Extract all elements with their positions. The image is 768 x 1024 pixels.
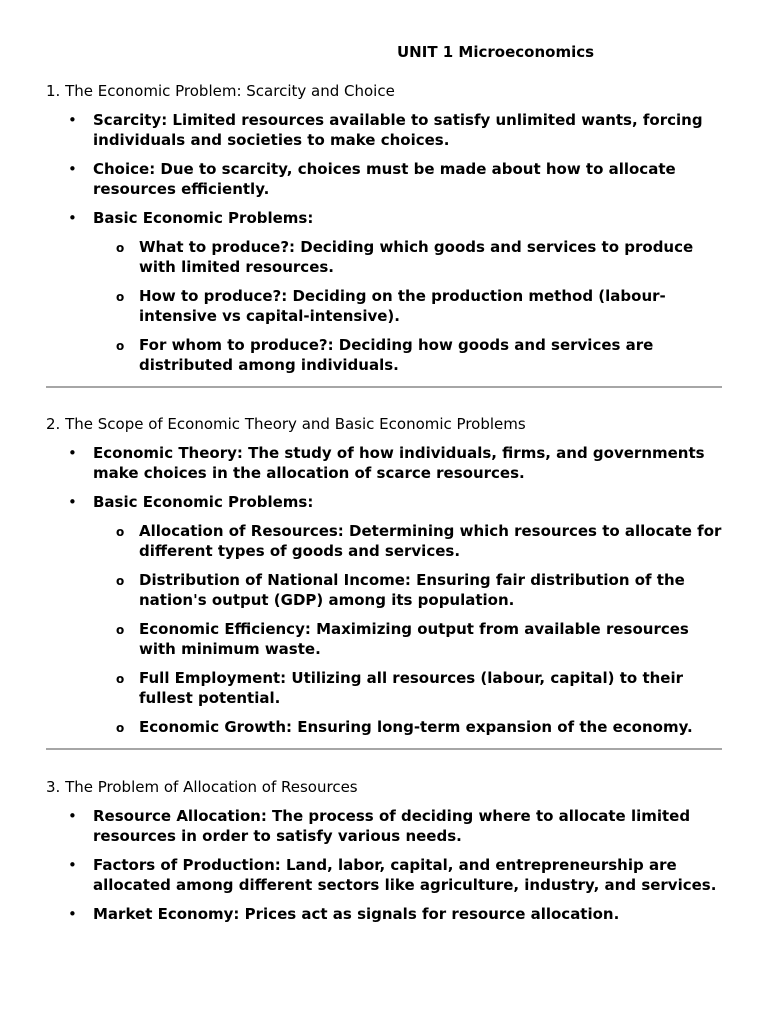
list-item-text: Factors of Production: Land, labor, capital, and entrepreneurship are allocated among different sectors like agriculture, industry, and services. <box>93 856 717 894</box>
bullet-icon: • <box>68 444 77 462</box>
list-item-text: Scarcity: Limited resources available to satisfy unlimited wants, forcing individuals and societies to make choices. <box>93 111 703 149</box>
sub-list-item-text: Economic Efficiency: Maximizing output from available resources with minimum waste. <box>139 620 689 658</box>
sub-bullet-icon: o <box>116 672 125 686</box>
bullet-icon: • <box>68 111 77 129</box>
section-3 <box>46 777 722 924</box>
sub-bullet-icon: o <box>116 241 125 255</box>
document-title: UNIT 1 Microeconomics <box>397 43 595 61</box>
list-item <box>46 443 722 483</box>
section-1 <box>46 81 722 375</box>
sub-list-item <box>46 286 722 326</box>
list-item-text: Resource Allocation: The process of deciding where to allocate limited resources in order to satisfy various needs. <box>93 807 691 845</box>
bullet-icon: • <box>68 905 77 923</box>
list-item <box>46 110 722 150</box>
list-item <box>46 159 722 199</box>
list-item <box>46 855 722 895</box>
section-heading: 2. The Scope of Economic Theory and Basic Economic Problems <box>46 415 526 433</box>
sub-bullet-icon: o <box>116 623 125 637</box>
section-2 <box>46 414 722 737</box>
sub-list-item-text: Allocation of Resources: Determining which resources to allocate for different types of goods and services. <box>139 522 722 560</box>
sub-list-item <box>46 237 722 277</box>
section-divider <box>46 386 722 388</box>
sub-list-item <box>46 619 722 659</box>
bullet-icon: • <box>68 856 77 874</box>
sub-list-item <box>46 335 722 375</box>
bullet-icon: • <box>68 160 77 178</box>
sub-bullet-icon: o <box>116 290 125 304</box>
sub-list-item-text: What to produce?: Deciding which goods and services to produce with limited resources. <box>139 238 694 276</box>
sub-bullet-icon: o <box>116 339 125 353</box>
sub-list-item-text: Distribution of National Income: Ensuring fair distribution of the nation's output (GDP) among its population. <box>139 571 685 609</box>
list-item <box>46 492 722 512</box>
sub-list-item <box>46 717 722 737</box>
sub-list-item <box>46 521 722 561</box>
list-item-text: Choice: Due to scarcity, choices must be made about how to allocate resources efficiently. <box>93 160 676 198</box>
list-item <box>46 208 722 228</box>
list-item-text: Basic Economic Problems: <box>93 493 314 511</box>
list-item <box>46 904 722 924</box>
list-item-text: Market Economy: Prices act as signals for resource allocation. <box>93 905 620 923</box>
sub-bullet-icon: o <box>116 721 125 735</box>
bullet-icon: • <box>68 493 77 511</box>
list-item-text: Basic Economic Problems: <box>93 209 314 227</box>
sub-list-item-text: Full Employment: Utilizing all resources (labour, capital) to their fullest potential. <box>139 669 684 707</box>
sub-list-item-text: How to produce?: Deciding on the production method (labour-intensive vs capital-intensive). <box>139 287 666 325</box>
sub-bullet-icon: o <box>116 574 125 588</box>
sub-list-item-text: Economic Growth: Ensuring long-term expansion of the economy. <box>139 718 693 736</box>
sub-list-item <box>46 570 722 610</box>
section-heading: 1. The Economic Problem: Scarcity and Choice <box>46 82 395 100</box>
bullet-icon: • <box>68 209 77 227</box>
sub-list-item <box>46 668 722 708</box>
sub-list-item-text: For whom to produce?: Deciding how goods and services are distributed among individuals. <box>139 336 654 374</box>
list-item <box>46 806 722 846</box>
section-heading: 3. The Problem of Allocation of Resources <box>46 778 358 796</box>
sub-bullet-icon: o <box>116 525 125 539</box>
section-divider <box>46 748 722 750</box>
list-item-text: Economic Theory: The study of how individuals, firms, and governments make choices in the allocation of scarce resources. <box>93 444 705 482</box>
bullet-icon: • <box>68 807 77 825</box>
